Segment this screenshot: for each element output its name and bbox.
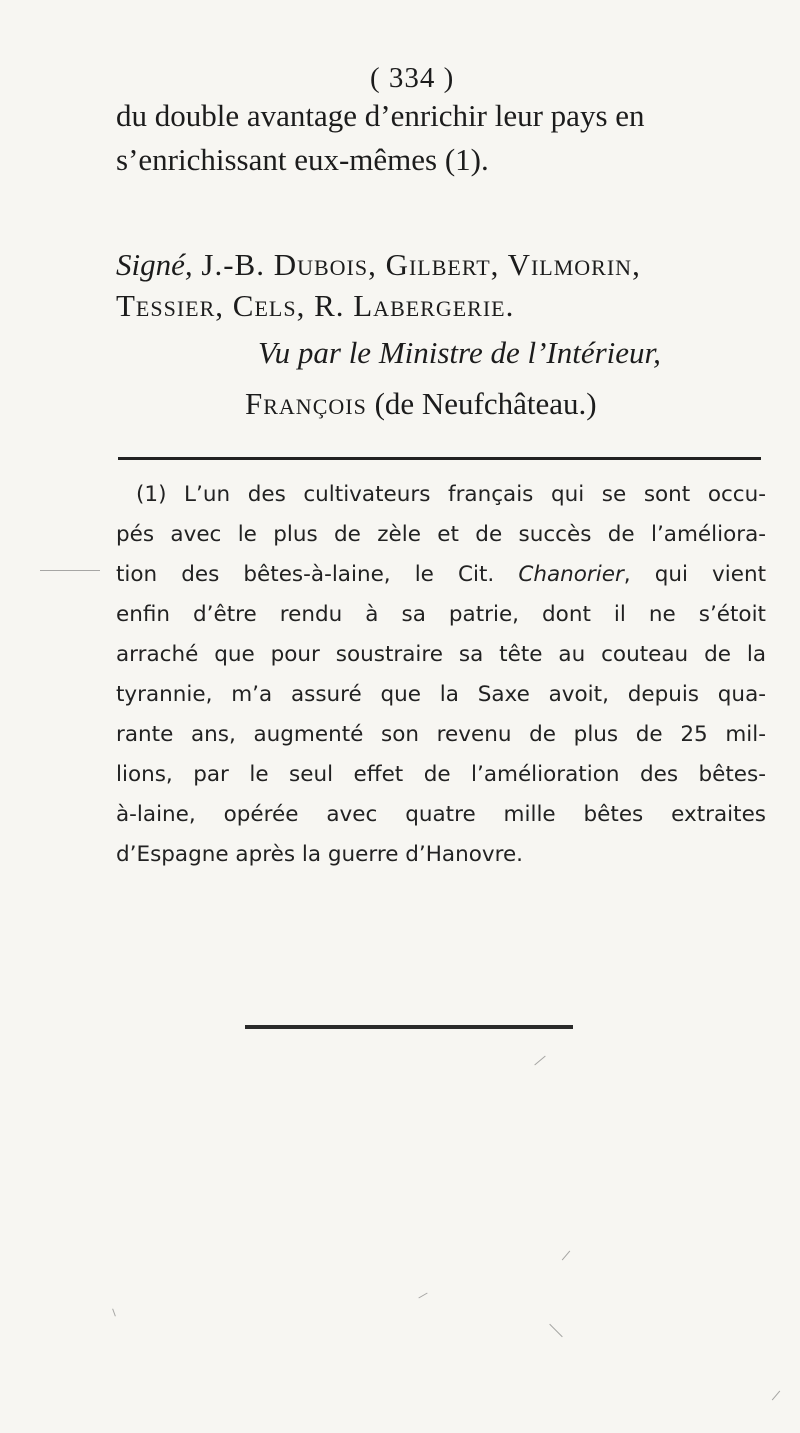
footnote-separator [118,457,761,460]
footnote-line: tyrannie, m’a assuré que la Saxe avoit, depuis qua- [116,682,766,707]
main-text [116,94,756,182]
footnote-text: , qui vient [623,562,767,587]
minister-name: François [245,386,367,421]
footnote-line [116,555,766,595]
paper-mark [549,1324,562,1337]
signatory-names: J.-B. Dubois, Gilbert, Vilmorin, [192,247,641,282]
footnote [116,475,766,875]
paper-mark [418,1293,427,1299]
footnote-line: d’Espagne après la guerre d’Hanovre. [116,842,524,867]
minister-signature [245,386,597,422]
paper-mark [112,1309,116,1317]
signature-line-2: Tessier, Cels, R. Labergerie. [116,288,515,323]
footnote-name-italic: Chanorier [518,562,624,587]
footnote-line: (1) L’un des cultivateurs français qui se sont occu- [136,482,766,507]
main-text-line: s’enrichissant eux-mêmes (1). [116,142,489,177]
paper-mark [772,1391,780,1401]
footnote-line: rante ans, augmenté son revenu de plus de 25 mil- [116,722,766,747]
minister-place: (de Neufchâteau.) [366,386,597,421]
footnote-line: à-laine, opérée avec quatre mille bêtes extraites [116,802,766,827]
footnote-text: tion des bêtes-à-laine, le Cit. [116,562,519,587]
signed-label: Signé, [116,247,193,282]
main-text-line: du double avantage d’enrichir leur pays en [116,98,645,133]
footnote-line: lions, par le seul effet de l’amélioration des bêtes- [116,762,766,787]
paper-mark [562,1251,570,1261]
minister-seen-line: Vu par le Ministre de l’Intérieur, [258,335,661,370]
signature-line-1 [116,247,641,283]
footnote-line: arraché que pour soustraire sa tête au couteau de la [116,642,766,667]
paper-mark [534,1056,545,1066]
page-number: ( 334 ) [370,62,455,94]
footnote-line: enfin d’être rendu à sa patrie, dont il ne s’étoit [116,602,766,627]
paper-mark [40,570,100,571]
footnote-line: pés avec le plus de zèle et de succès de l’améliora- [116,522,766,547]
end-ornament-rule [245,1025,573,1029]
